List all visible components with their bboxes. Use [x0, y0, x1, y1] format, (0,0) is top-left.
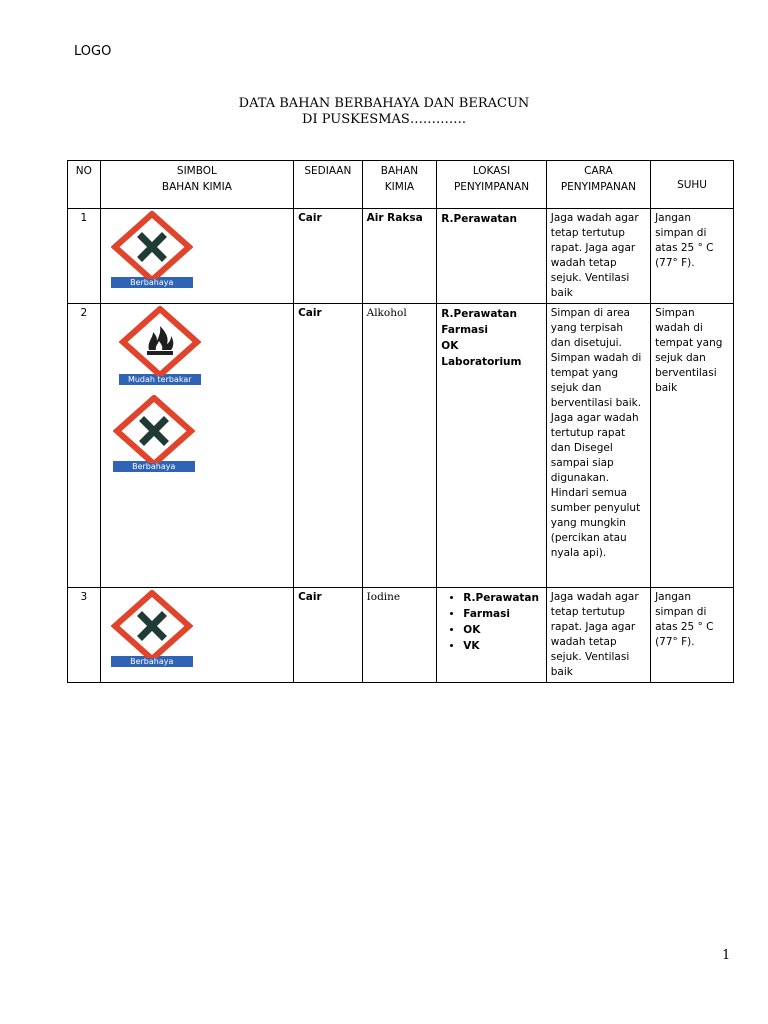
row-no: 2	[68, 304, 101, 588]
hazard-symbol	[111, 211, 289, 288]
header-cara: CARA PENYIMPANAN	[546, 161, 650, 209]
table-row	[68, 588, 734, 683]
sediaan-cell: Cair	[294, 209, 363, 304]
table-header-row	[68, 161, 734, 209]
suhu-cell: Simpan wadah di tempat yang sejuk dan berventilasi baik	[651, 304, 734, 588]
suhu-cell: Jangan simpan di atas 25 ° C (77° F).	[651, 588, 734, 683]
lokasi-cell: R.Perawatan	[437, 209, 546, 304]
suhu-cell: Jangan simpan di atas 25 ° C (77° F).	[651, 209, 734, 304]
logo-placeholder: LOGO	[74, 44, 112, 59]
cara-cell: Jaga wadah agar tetap tertutup rapat. Jaga agar wadah tetap sejuk. Ventilasi baik	[546, 209, 650, 304]
bahan-cell: Alkohol	[362, 304, 437, 588]
list-item: • OK	[463, 622, 541, 638]
health-hazard-x-icon	[113, 395, 195, 463]
sediaan-cell: Cair	[294, 304, 363, 588]
symbol-label: Mudah terbakar	[119, 374, 201, 385]
health-hazard-x-icon	[111, 590, 193, 658]
table-row	[68, 304, 734, 588]
health-hazard-x-icon	[111, 211, 193, 279]
flame-icon	[119, 306, 201, 376]
symbol-label: Berbahaya	[111, 656, 193, 667]
lokasi-list	[441, 590, 541, 654]
row-no: 3	[68, 588, 101, 683]
list-item: • VK	[463, 638, 541, 654]
header-no: NO	[68, 161, 101, 209]
document-subtitle: DI PUSKESMAS………….	[302, 112, 466, 127]
row-no: 1	[68, 209, 101, 304]
symbol-cell	[100, 588, 293, 683]
lokasi-cell	[437, 588, 546, 683]
hazard-symbol	[111, 590, 289, 667]
list-item: • R.Perawatan	[463, 590, 541, 606]
bahan-cell: Air Raksa	[362, 209, 437, 304]
cara-cell: Jaga wadah agar tetap tertutup rapat. Jaga agar wadah tetap sejuk. Ventilasi baik	[546, 588, 650, 683]
hazardous-materials-table	[67, 160, 734, 683]
symbol-cell	[100, 304, 293, 588]
symbol-label: Berbahaya	[111, 277, 193, 288]
hazard-symbol	[113, 395, 289, 472]
sediaan-cell: Cair	[294, 588, 363, 683]
header-suhu: SUHU	[651, 161, 734, 209]
page-number: 1	[722, 948, 731, 963]
header-symbol: SIMBOL BAHAN KIMIA	[100, 161, 293, 209]
document-title: DATA BAHAN BERBAHAYA DAN BERACUN	[238, 96, 530, 111]
hazard-symbol	[119, 306, 289, 385]
header-bahan-kimia: BAHAN KIMIA	[362, 161, 437, 209]
symbol-cell	[100, 209, 293, 304]
header-lokasi: LOKASI PENYIMPANAN	[437, 161, 546, 209]
symbol-label: Berbahaya	[113, 461, 195, 472]
table-row	[68, 209, 734, 304]
header-sediaan: SEDIAAN	[294, 161, 363, 209]
bahan-cell: Iodine	[362, 588, 437, 683]
list-item: • Farmasi	[463, 606, 541, 622]
lokasi-cell: R.Perawatan Farmasi OK Laboratorium	[437, 304, 546, 588]
cara-cell: Simpan di area yang terpisah dan disetujui. Simpan wadah di tempat yang sejuk dan berventilasi baik. Jaga agar wadah tertutup rapat dan Disegel sampai siap digunakan. Hindari semua sumber penyulut yang mungkin (percikan atau nyala api).	[546, 304, 650, 588]
